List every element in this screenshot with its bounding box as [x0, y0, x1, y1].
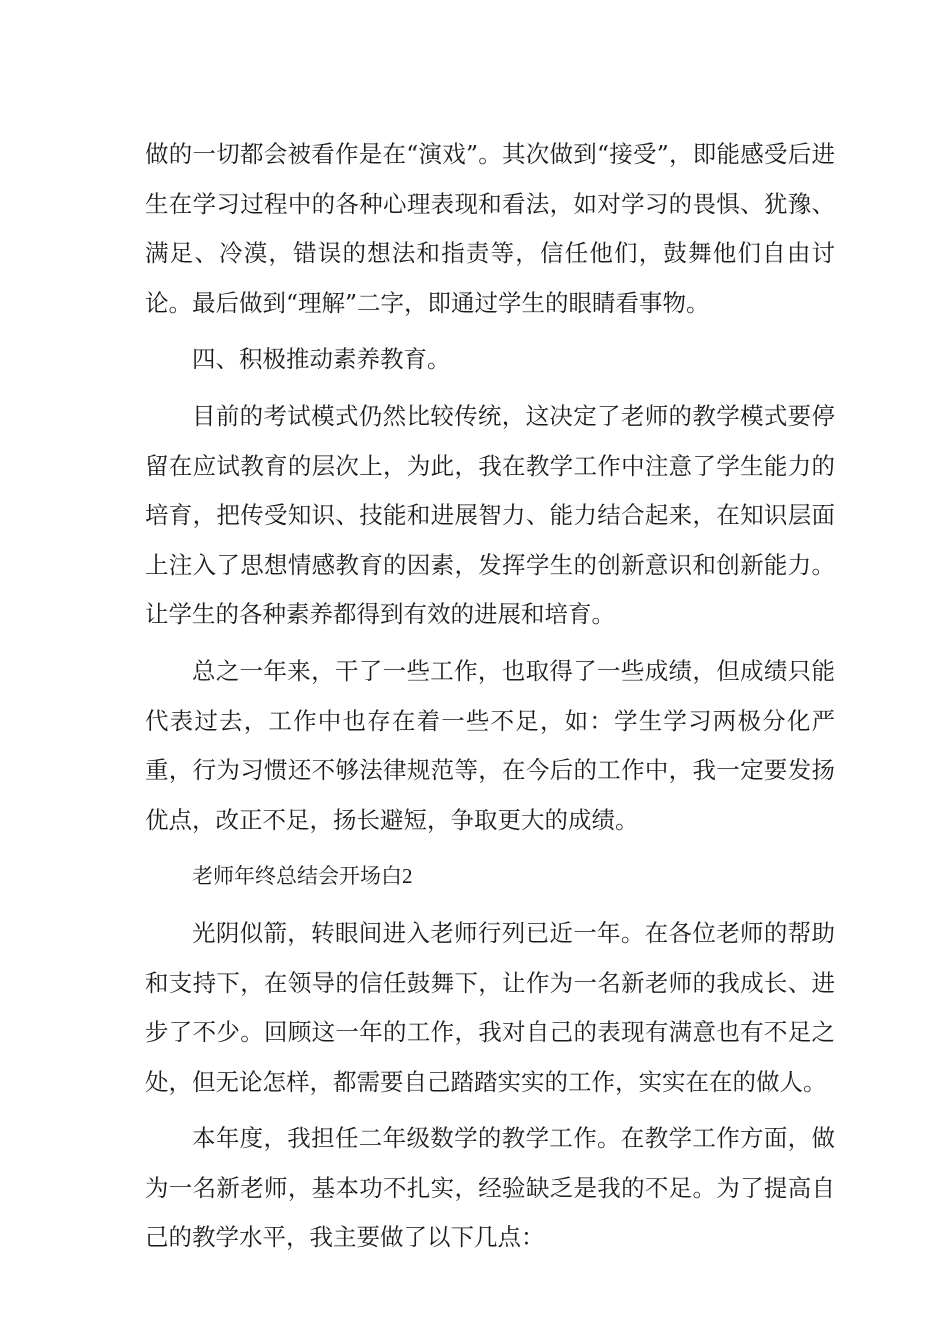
paragraph-2: 目前的考试模式仍然比较传统，这决定了老师的教学模式要停留在应试教育的层次上，为此，我在教学工作中注意了学生能力的培育，把传受知识、技能和进展智力、能力结合起来，在知识层面上注入了思想情感教育的因素，发挥学生的创新意识和创新能力。让学生的各种素养都得到有效的进展和培育。 — [145, 401, 835, 629]
document-page — [145, 130, 835, 1270]
paragraph-1: 做的一切都会被看作是在“演戏”。其次做到“接受”，即能感受后进生在学习过程中的各种心理表现和看法，如对学习的畏惧、犹豫、满足、冷漠，错误的想法和指责等，信任他们，鼓舞他们自由讨论。最后做到“理解”二字，即通过学生的眼睛看事物。 — [145, 140, 835, 317]
paragraph-4: 光阴似箭，转眼间进入老师行列已近一年。在各位老师的帮助和支持下，在领导的信任鼓舞下，让作为一名新老师的我成长、进步了不少。回顾这一年的工作，我对自己的表现有满意也有不足之处，但无论怎样，都需要自己踏踏实实的工作，实实在在的做人。 — [145, 918, 835, 1096]
section-heading-4: 四、积极推动素养教育。 — [192, 345, 451, 374]
section-title-2: 老师年终总结会开场白2 — [192, 864, 413, 889]
paragraph-5: 本年度，我担任二年级数学的教学工作。在教学工作方面，做为一名新老师，基本功不扎实，经验缺乏是我的不足。为了提高自己的教学水平，我主要做了以下几点： — [145, 1124, 835, 1252]
paragraph-3: 总之一年来，干了一些工作，也取得了一些成绩，但成绩只能代表过去，工作中也存在着一些不足，如：学生学习两极分化严重，行为习惯还不够法律规范等，在今后的工作中，我一定要发扬优点，改正不足，扬长避短，争取更大的成绩。 — [145, 656, 835, 834]
